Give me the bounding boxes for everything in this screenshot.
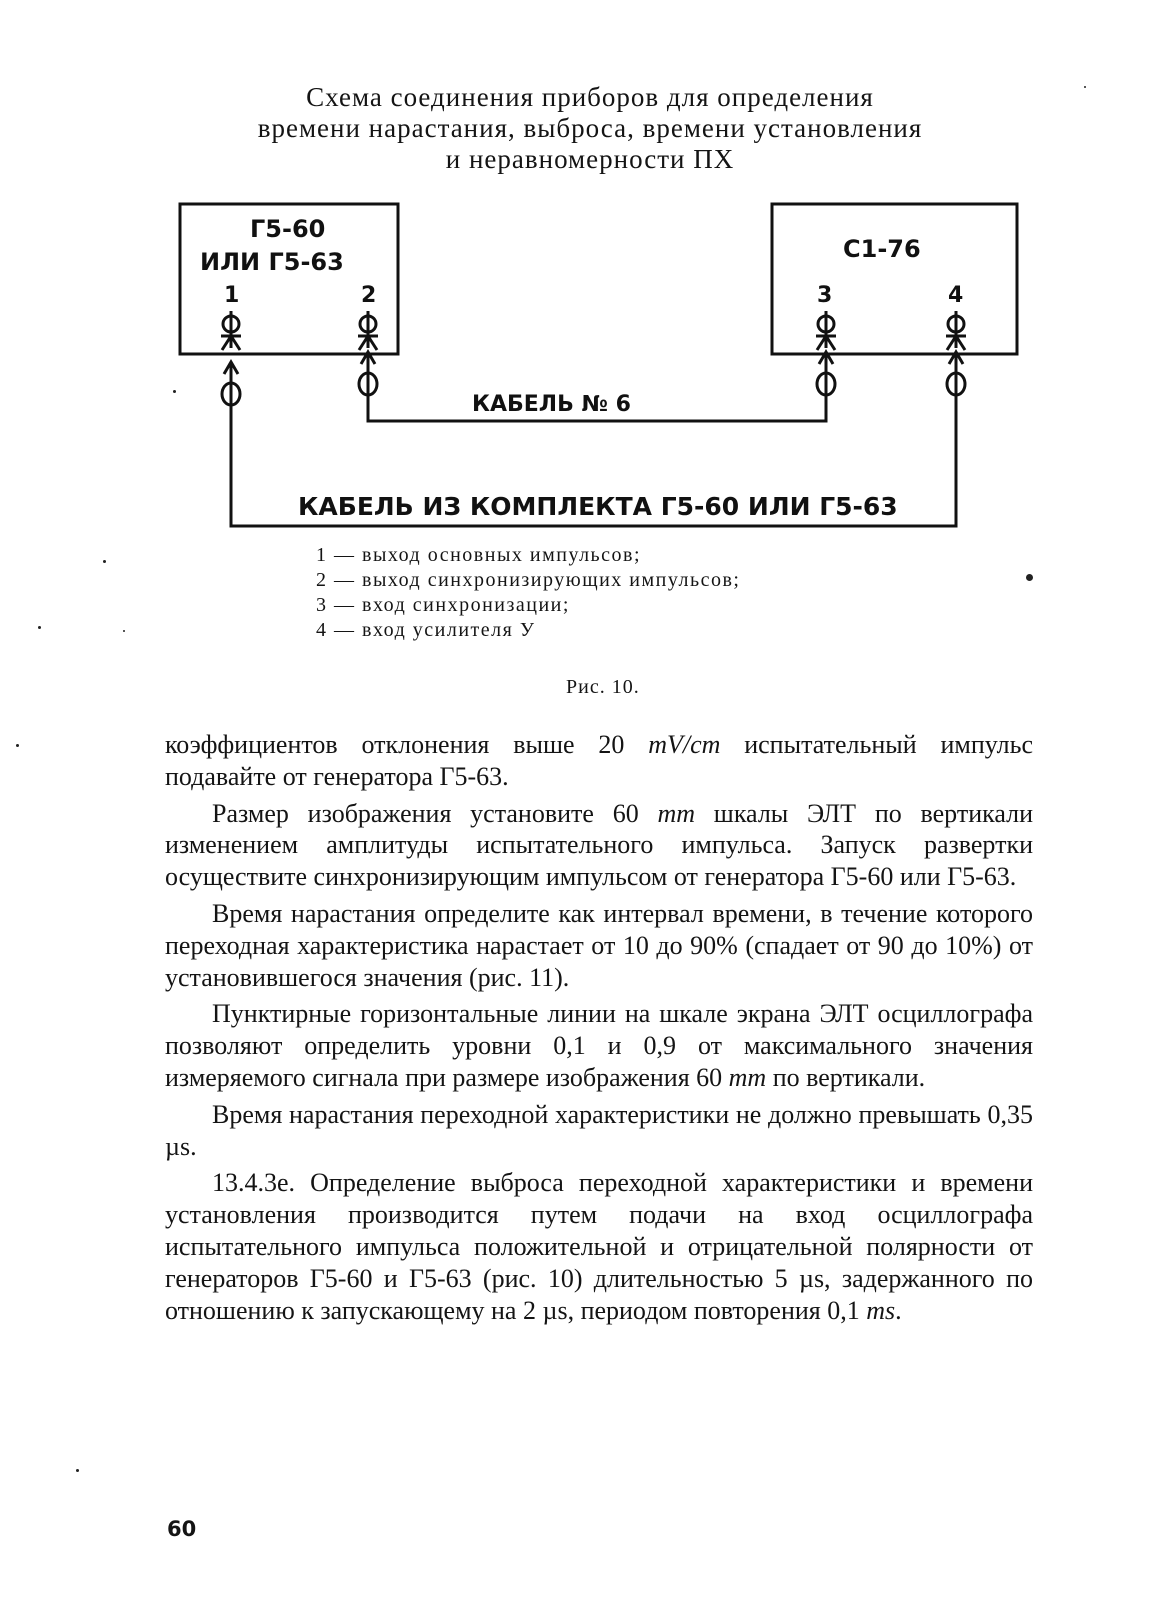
legend-item: 1 — выход основных импульсов; — [316, 544, 642, 566]
connector-plug-icon — [817, 352, 835, 408]
unit-text: mm — [657, 798, 696, 828]
paragraph — [165, 998, 1033, 1093]
paragraph: Время нарастания определите как интервал времени, в течение которого переходная характеристика нарастает от 10 до 90% (спадает от 90 до 10%) от установившегося значения (рис. 11). — [165, 898, 1033, 992]
connector-socket-icon — [946, 311, 966, 350]
port-label-2: 2 — [361, 283, 377, 308]
body-text — [165, 729, 1033, 1331]
scan-speck — [76, 1469, 79, 1472]
text-run: Пунктирные горизонтальные линии на шкале экрана ЭЛТ осциллографа позволяют определить уровни 0,1 и 0,9 от максимального значения измеряемого сигнала при размере изображения 60 — [165, 999, 1033, 1092]
scan-speck — [123, 630, 125, 632]
oscilloscope-box — [772, 204, 1017, 354]
cable-long-label: КАБЕЛЬ ИЗ КОМПЛЕКТА Г5-60 ИЛИ Г5-63 — [298, 492, 898, 521]
figure-legend — [316, 543, 916, 643]
port-label-3: 3 — [817, 283, 833, 308]
unit-text: mV/cm — [648, 730, 721, 759]
caption-line: Схема соединения приборов для определения — [306, 82, 874, 112]
paragraph: Время нарастания переходной характеристики не должно превышать 0,35 µs. — [165, 1099, 1033, 1161]
connector-plug-icon — [222, 362, 240, 418]
connector-plug-icon — [359, 352, 377, 408]
text-run: испытательный импульс подавайте от генератора Г5-63. — [165, 730, 1033, 791]
connector-socket-icon — [816, 311, 836, 350]
generator-name-line1: Г5-60 — [250, 215, 326, 243]
scan-speck — [173, 390, 176, 393]
legend-item: 4 — вход усилителя У — [316, 619, 536, 641]
connector-socket-icon — [221, 311, 241, 350]
page-number: 60 — [167, 1517, 197, 1541]
port-label-1: 1 — [224, 283, 240, 308]
paragraph — [165, 1167, 1033, 1326]
text-run: по вертикали. — [766, 1062, 926, 1092]
figure-label: Рис. 10. — [566, 676, 640, 698]
unit-text: mm — [728, 1062, 767, 1092]
text-run: коэффициентов отклонения выше 20 — [165, 730, 649, 759]
legend-item: 3 — вход синхронизации; — [316, 594, 570, 616]
scan-speck — [1084, 86, 1086, 88]
cable-short-label: КАБЕЛЬ № 6 — [472, 392, 631, 417]
caption-line: времени нарастания, выброса, времени установления — [257, 113, 923, 143]
connector-plug-icon — [947, 352, 965, 408]
connector-socket-icon — [358, 311, 378, 350]
scan-speck — [16, 744, 19, 747]
text-run: Размер изображения установите 60 — [212, 798, 658, 828]
caption-line: и неравномерности ПХ — [445, 144, 735, 174]
legend-item: 2 — выход синхронизирующих импульсов; — [316, 569, 741, 591]
paragraph — [165, 798, 1033, 893]
text-run: . — [895, 1295, 902, 1325]
paragraph — [165, 729, 1033, 793]
text-run: 13.4.3е. Определение выброса переходной характеристики и времени установления производится путем подачи на вход осциллографа испытательного импульса положительной и отрицательной полярности от генераторов Г5-60 и Г5-63 (рис. 10) длительностью 5 µs, задержанного по отношению к запускающему на 2 µs, периодом повторения 0,1 — [165, 1168, 1033, 1325]
port-label-4: 4 — [948, 283, 964, 308]
scan-speck — [1026, 574, 1033, 581]
text-run: шкалы ЭЛТ по вертикали изменением амплитуды испытательного импульса. Запуск развертки осуществите синхронизирующим импульсом от генератора Г5-60 или Г5-63. — [165, 798, 1033, 892]
scan-speck — [38, 626, 41, 629]
generator-name-line2: ИЛИ Г5-63 — [200, 248, 344, 276]
oscilloscope-name: С1-76 — [843, 235, 921, 263]
scan-speck — [103, 560, 106, 563]
unit-text: ms — [866, 1295, 896, 1325]
